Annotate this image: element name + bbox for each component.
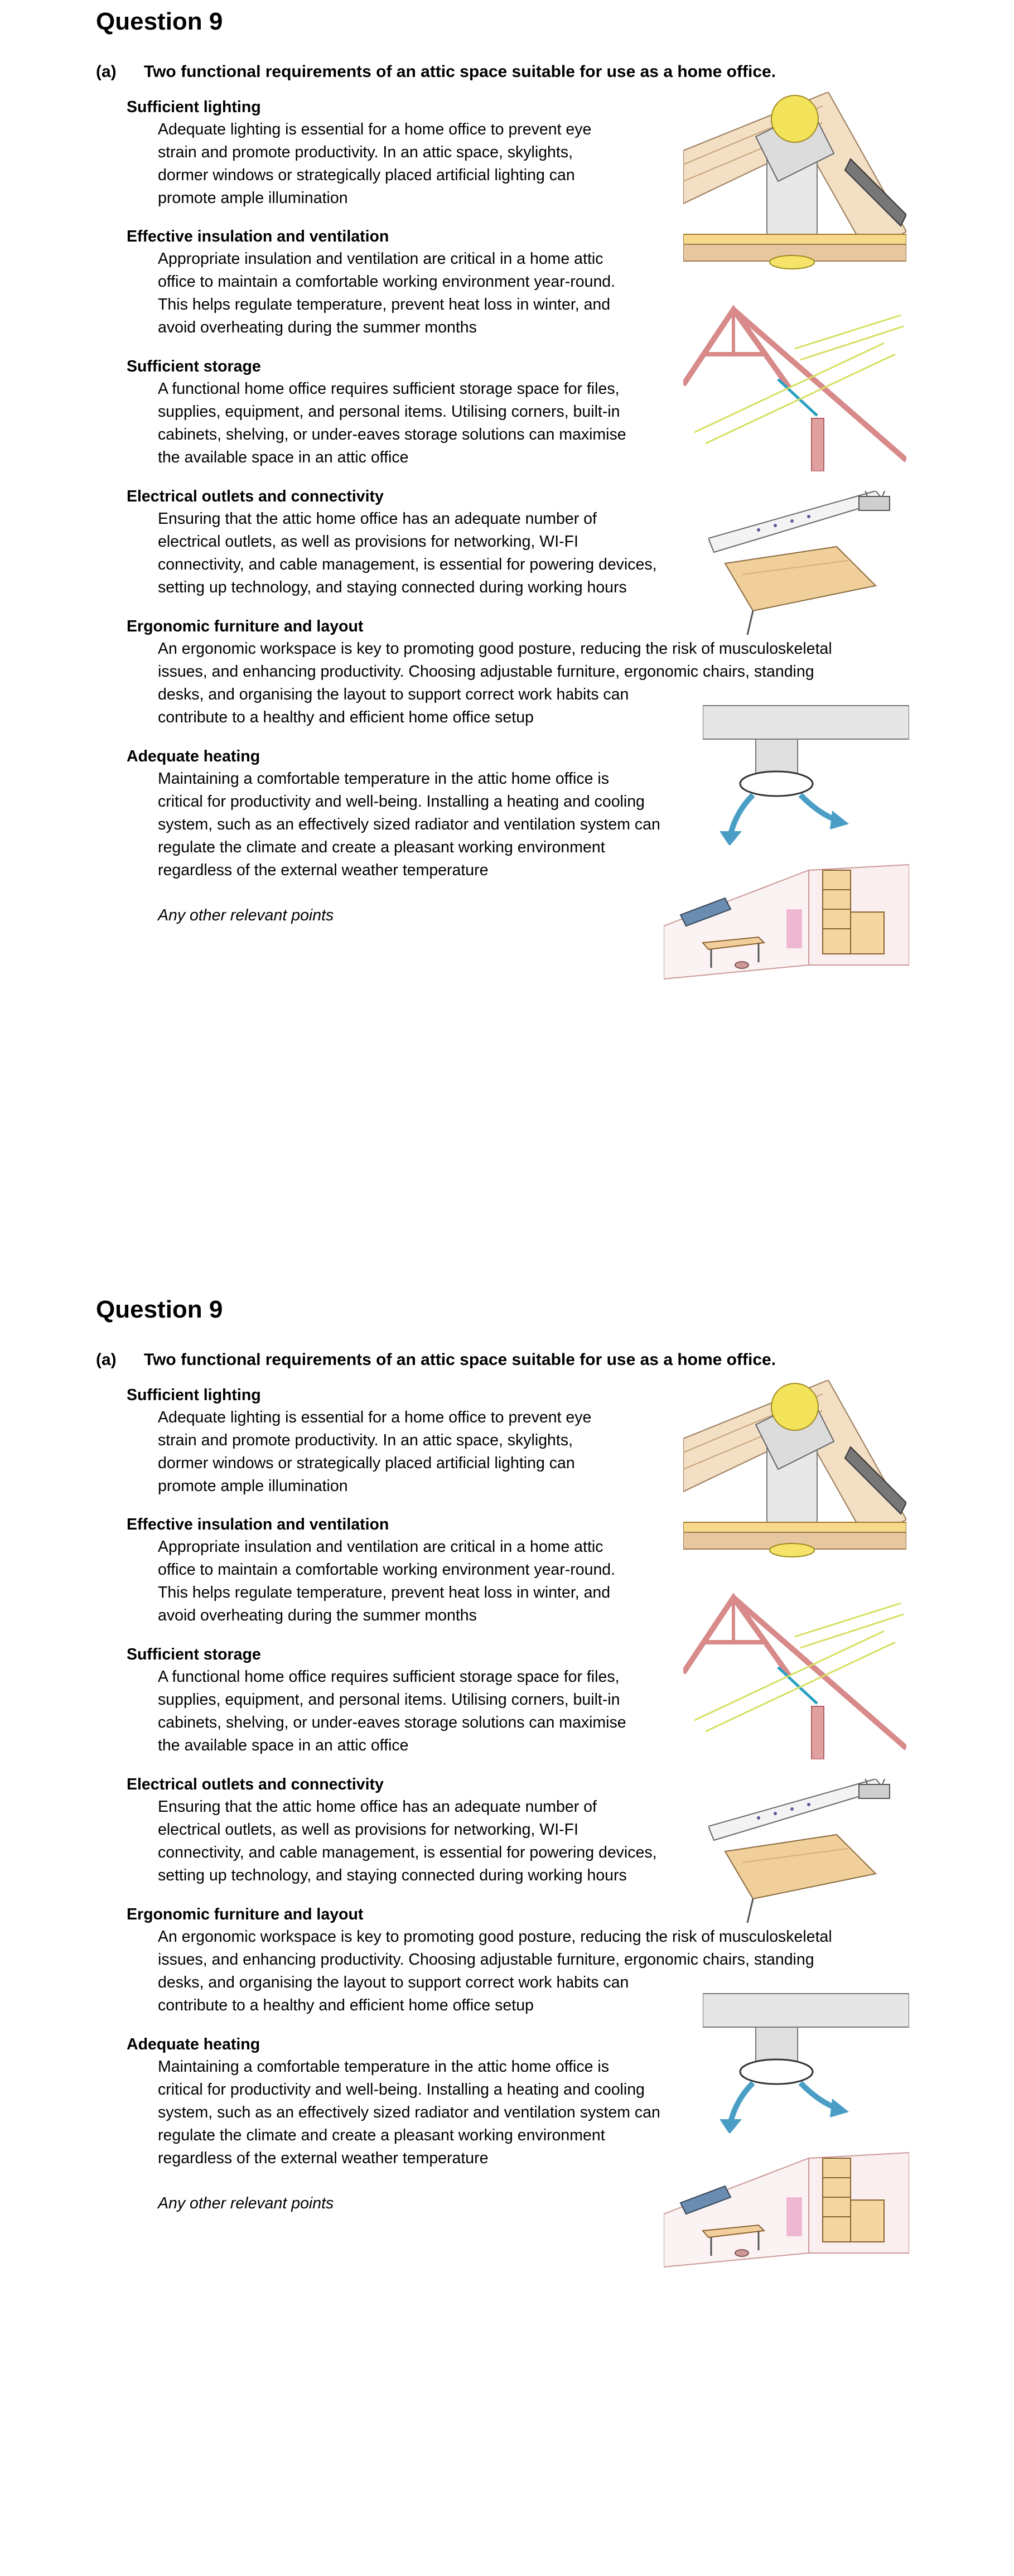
body-line: desks, and organising the layout to support correct work habits can <box>158 1974 629 1991</box>
body-line: An ergonomic workspace is key to promoting good posture, reducing the risk of musculoskeletal <box>158 1928 832 1946</box>
part-heading <box>96 1350 776 1369</box>
section-body <box>158 1666 688 1757</box>
body-line: regardless of the external weather temperature <box>158 2149 489 2167</box>
body-line: cabinets, shelving, or under-eaves storage solutions can maximise <box>158 426 626 443</box>
section-body <box>158 2056 688 2170</box>
body-line: system, such as an effectively sized radiator and ventilation system can <box>158 816 660 833</box>
body-line: regulate the climate and create a pleasant working environment <box>158 2126 605 2144</box>
body-line: Maintaining a comfortable temperature in the attic home office is <box>158 2058 609 2076</box>
body-line: setting up technology, and staying connected during working hours <box>158 1866 627 1884</box>
section-body <box>158 1536 688 1627</box>
body-line: Appropriate insulation and ventilation are critical in a home attic <box>158 1538 603 1556</box>
question-title: Question 9 <box>96 1296 223 1323</box>
section-heading: Ergonomic furniture and layout <box>127 618 364 635</box>
ventilation-duct-illustration <box>703 700 909 845</box>
section-body <box>158 768 688 882</box>
section-body <box>158 378 688 469</box>
section-heading: Effective insulation and ventilation <box>127 1516 389 1533</box>
body-line: avoid overheating during the summer months <box>158 319 477 336</box>
body-line: regardless of the external weather temperature <box>158 861 489 879</box>
skylight-illustration <box>683 92 906 282</box>
body-line: A functional home office requires sufficient storage space for files, <box>158 1668 620 1686</box>
roof-truss-illustration <box>683 304 906 471</box>
body-line: the available space in an attic office <box>158 448 409 466</box>
body-line: dormer windows or strategically placed artificial lighting can <box>158 1454 575 1472</box>
body-line: issues, and enhancing productivity. Choosing adjustable furniture, ergonomic chairs, standing <box>158 663 814 681</box>
page-2 <box>0 1288 1014 2576</box>
attic-room-illustration <box>664 853 909 982</box>
body-line: promote ample illumination <box>158 189 348 207</box>
section-heading: Sufficient lighting <box>127 98 261 116</box>
body-line: An ergonomic workspace is key to promoting good posture, reducing the risk of musculoskeletal <box>158 640 832 658</box>
body-line: Ensuring that the attic home office has an adequate number of <box>158 510 597 528</box>
body-line: setting up technology, and staying connected during working hours <box>158 578 627 596</box>
other-points-note: Any other relevant points <box>158 906 334 924</box>
body-line: avoid overheating during the summer months <box>158 1607 477 1624</box>
body-line: Maintaining a comfortable temperature in the attic home office is <box>158 770 609 788</box>
section-body <box>158 1796 688 1887</box>
section-heading: Sufficient storage <box>127 1646 261 1663</box>
body-line: strain and promote productivity. In an attic space, skylights, <box>158 143 573 161</box>
body-line: regulate the climate and create a pleasant working environment <box>158 838 605 856</box>
body-line: Adequate lighting is essential for a home office to prevent eye <box>158 1408 592 1426</box>
body-line: Ensuring that the attic home office has an adequate number of <box>158 1798 597 1816</box>
body-line: supplies, equipment, and personal items. Utilising corners, built-in <box>158 403 620 421</box>
part-heading <box>96 62 776 81</box>
section-heading: Sufficient lighting <box>127 1386 261 1404</box>
body-line: A functional home office requires sufficient storage space for files, <box>158 380 620 398</box>
body-line: Appropriate insulation and ventilation are critical in a home attic <box>158 250 603 268</box>
body-line: cabinets, shelving, or under-eaves storage solutions can maximise <box>158 1714 626 1731</box>
section-heading: Adequate heating <box>127 2035 260 2053</box>
question-title: Question 9 <box>96 8 223 35</box>
body-line: electrical outlets, as well as provisions for networking, WI-FI <box>158 533 578 551</box>
body-line: contribute to a healthy and efficient home office setup <box>158 708 534 726</box>
section-body <box>158 248 688 339</box>
section-heading: Ergonomic furniture and layout <box>127 1906 364 1923</box>
body-line: contribute to a healthy and efficient home office setup <box>158 1996 534 2014</box>
body-line: electrical outlets, as well as provisions for networking, WI-FI <box>158 1821 578 1839</box>
section-body <box>158 1406 688 1498</box>
body-line: the available space in an attic office <box>158 1736 409 1754</box>
body-line: office to maintain a comfortable working environment year-round. <box>158 1561 616 1579</box>
body-line: desks, and organising the layout to support correct work habits can <box>158 686 629 703</box>
body-line: This helps regulate temperature, prevent heat loss in winter, and <box>158 296 611 313</box>
body-line: connectivity, and cable management, is essential for powering devices, <box>158 556 657 573</box>
part-label: (a) <box>96 62 117 81</box>
body-line: office to maintain a comfortable working environment year-round. <box>158 273 616 291</box>
section-heading: Sufficient storage <box>127 358 261 375</box>
body-line: system, such as an effectively sized radiator and ventilation system can <box>158 2104 660 2121</box>
body-line: Adequate lighting is essential for a home office to prevent eye <box>158 120 592 138</box>
section-heading: Electrical outlets and connectivity <box>127 488 384 505</box>
part-title: Two functional requirements of an attic space suitable for use as a home office. <box>144 62 776 81</box>
skylight-illustration <box>683 1380 906 1570</box>
body-line: critical for productivity and well-being. Installing a heating and cooling <box>158 2081 645 2099</box>
section-heading: Adequate heating <box>127 747 260 765</box>
section-heading: Electrical outlets and connectivity <box>127 1776 384 1793</box>
body-line: issues, and enhancing productivity. Choosing adjustable furniture, ergonomic chairs, standing <box>158 1951 814 1969</box>
body-line: supplies, equipment, and personal items. Utilising corners, built-in <box>158 1691 620 1709</box>
part-label: (a) <box>96 1350 117 1369</box>
body-line: promote ample illumination <box>158 1477 348 1495</box>
other-points-note: Any other relevant points <box>158 2194 334 2212</box>
ventilation-duct-illustration <box>703 1988 909 2133</box>
body-line: dormer windows or strategically placed artificial lighting can <box>158 166 575 184</box>
roof-truss-illustration <box>683 1592 906 1759</box>
desk-outlets-illustration <box>708 1779 904 1924</box>
attic-room-illustration <box>664 2141 909 2270</box>
part-title: Two functional requirements of an attic space suitable for use as a home office. <box>144 1350 776 1369</box>
body-line: critical for productivity and well-being. Installing a heating and cooling <box>158 793 645 811</box>
section-body <box>158 118 688 210</box>
section-heading: Effective insulation and ventilation <box>127 228 389 245</box>
body-line: connectivity, and cable management, is essential for powering devices, <box>158 1844 657 1861</box>
section-body <box>158 508 688 599</box>
body-line: This helps regulate temperature, prevent heat loss in winter, and <box>158 1584 611 1601</box>
body-line: strain and promote productivity. In an attic space, skylights, <box>158 1431 573 1449</box>
desk-outlets-illustration <box>708 491 904 636</box>
